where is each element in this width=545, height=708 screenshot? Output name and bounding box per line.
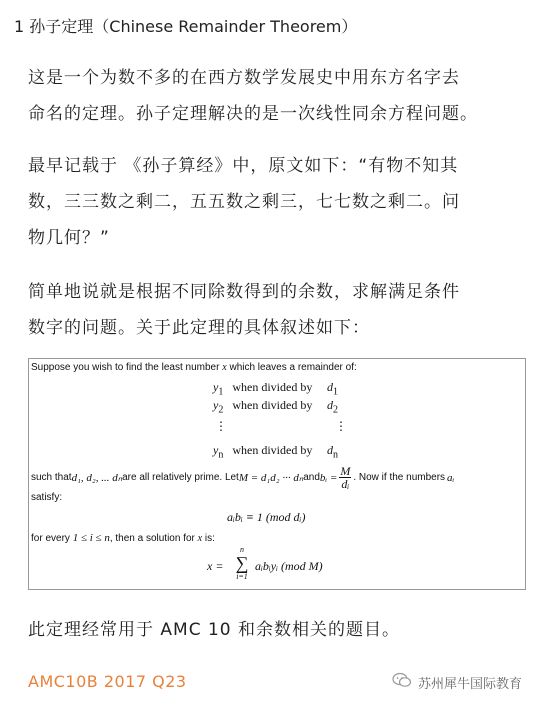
problem-reference: AMC10B 2017 Q23 [28, 672, 187, 691]
d-sub: 1 [333, 386, 338, 398]
paragraph-line: 此定理经常用于 AMC 10 和余数相关的题目。 [28, 620, 401, 640]
section-heading: 1 孙子定理（Chinese Remainder Theorem） [14, 17, 358, 36]
coprime-text: are all relatively prime. Let [122, 472, 239, 483]
remainder-row [213, 443, 312, 460]
y-sub: 2 [218, 404, 224, 416]
y-sub: n [218, 449, 224, 461]
congruence-text: aᵢbᵢ ≡ 1 (mod dᵢ) [227, 510, 306, 524]
theorem-statement-box [28, 358, 526, 590]
divisor-cell [327, 443, 338, 460]
when-divided-by: when divided by [232, 443, 313, 457]
sum-upper-limit: n [240, 545, 244, 554]
intro-text-end: which leaves a remainder of: [226, 362, 357, 373]
sigma-glyph: ∑ [235, 553, 249, 573]
solution-rhs-text: aᵢbᵢyᵢ (mod M) [255, 559, 323, 573]
d-var: d [327, 380, 333, 394]
divisor-cell [327, 398, 338, 415]
divisor-list: d₁, d₂, ... dₙ [71, 472, 123, 484]
solution-lhs-text: x = [207, 559, 224, 573]
watermark [392, 672, 522, 692]
wechat-icon [392, 672, 412, 692]
when-divided-by: when divided by [232, 380, 313, 394]
remainder-row [213, 380, 312, 397]
fraction-denominator: dᵢ [341, 477, 350, 491]
paragraph-line: 数字的问题。关于此定理的具体叙述如下： [28, 318, 370, 338]
paragraph-line: 数，三三数之剩二，五五数之剩三，七七数之剩二。问 [28, 192, 460, 212]
variable-x: x [197, 533, 203, 544]
for-every-line [31, 532, 215, 544]
paragraph-line: 这是一个为数不多的在西方数学发展史中用东方名字去 [28, 68, 460, 88]
y-var: y [213, 380, 219, 394]
y-var: y [213, 398, 219, 412]
such-that-text: such that [31, 472, 72, 483]
remainder-row [213, 398, 312, 415]
summation-symbol [231, 545, 253, 581]
a-i-var: aᵢ [447, 471, 455, 484]
paragraph-line: 物几何？” [28, 228, 110, 248]
theorem-intro [31, 362, 357, 373]
sum-lower-limit: i=1 [236, 572, 248, 581]
paragraph-line: 简单地说就是根据不同除数得到的余数，求解满足条件 [28, 282, 460, 302]
y-var: y [213, 443, 219, 457]
m-definition: M = d₁d₂ ··· dₙ [238, 472, 304, 484]
d-sub: 2 [333, 404, 338, 416]
vdots-left: ⋮ [215, 419, 227, 433]
summary-paragraph [28, 274, 528, 346]
d-sub: n [333, 449, 338, 461]
paragraph-line: 最早记载于 《孙子算经》中，原文如下：“有物不知其 [28, 156, 459, 176]
solution-rhs [255, 559, 323, 574]
variable-x: x [222, 362, 227, 373]
usage-paragraph [28, 612, 528, 648]
watermark-label: 苏州犀牛国际教育 [418, 676, 523, 692]
fraction-m-over-d [339, 465, 351, 490]
solution-text: , then a solution for [109, 533, 198, 544]
intro-paragraph [28, 60, 528, 132]
history-paragraph [28, 148, 528, 256]
intro-text: Suppose you wish to find the least number [31, 362, 223, 373]
and-text: and [303, 472, 320, 483]
fraction-numerator: M [340, 464, 351, 478]
congruence-equation [227, 510, 305, 525]
for-every-text: for every [31, 533, 73, 544]
divisor-cell [327, 380, 338, 397]
now-if-text: . Now if the numbers [353, 472, 446, 483]
coprime-line [31, 465, 454, 490]
d-var: d [327, 398, 333, 412]
when-divided-by: when divided by [232, 398, 313, 412]
b-definition: bᵢ = [319, 471, 338, 484]
solution-lhs [207, 559, 223, 574]
d-var: d [327, 443, 333, 457]
vdots-right: ⋮ [335, 419, 347, 433]
satisfy-text: satisfy: [31, 492, 63, 503]
y-sub: 1 [218, 386, 224, 398]
is-text: is: [202, 533, 215, 544]
index-range: 1 ≤ i ≤ n [72, 532, 110, 544]
paragraph-line: 命名的定理。孙子定理解决的是一次线性同余方程问题。 [28, 104, 478, 124]
